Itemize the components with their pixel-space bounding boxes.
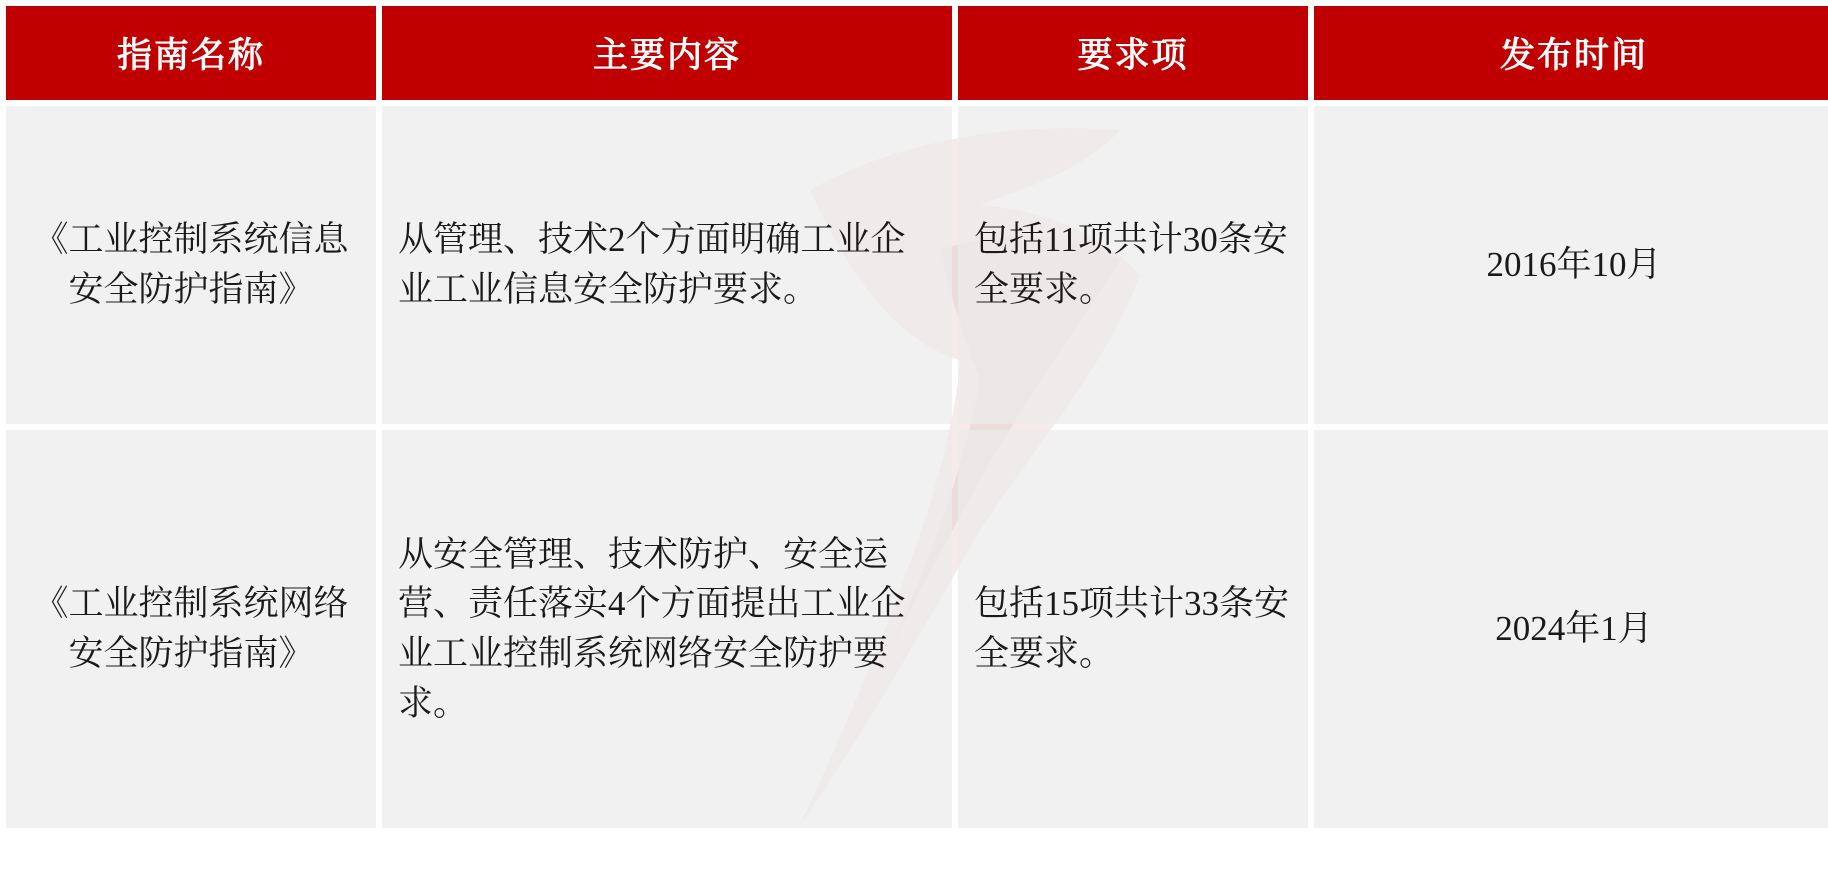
column-header-name: 指南名称	[6, 6, 376, 100]
table-header	[6, 6, 1828, 100]
cell-guide-name: 《工业控制系统信息安全防护指南》	[6, 106, 376, 424]
cell-requirement: 包括15项共计33条安全要求。	[958, 430, 1308, 828]
cell-publish-date: 2024年1月	[1314, 430, 1828, 828]
cell-main-content: 从管理、技术2个方面明确工业企业工业信息安全防护要求。	[382, 106, 952, 424]
cell-requirement: 包括11项共计30条安全要求。	[958, 106, 1308, 424]
table-row	[6, 106, 1828, 424]
cell-guide-name: 《工业控制系统网络安全防护指南》	[6, 430, 376, 828]
table-row	[6, 430, 1828, 828]
table-body	[6, 106, 1828, 828]
column-header-requirement: 要求项	[958, 6, 1308, 100]
column-header-date: 发布时间	[1314, 6, 1828, 100]
cell-main-content: 从安全管理、技术防护、安全运营、责任落实4个方面提出工业企业工业控制系统网络安全防护要求。	[382, 430, 952, 828]
column-header-content: 主要内容	[382, 6, 952, 100]
cell-publish-date: 2016年10月	[1314, 106, 1828, 424]
table-header-row	[6, 6, 1828, 100]
